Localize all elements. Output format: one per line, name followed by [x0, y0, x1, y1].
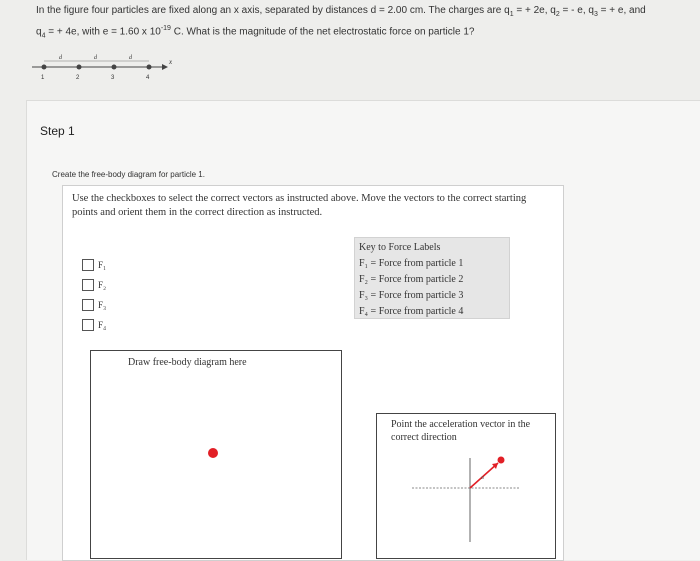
d-label-1: d	[59, 55, 62, 61]
checkbox-row-f3[interactable]	[82, 296, 106, 313]
particle-1-dot	[42, 65, 47, 70]
particle-1-label: 1	[41, 75, 45, 81]
x-axis-arrow	[162, 64, 168, 70]
d-label-3: d	[129, 55, 132, 61]
particle-4-label: 4	[146, 75, 150, 81]
acceleration-vector-handle[interactable]	[498, 457, 505, 464]
key-item-f2: F₂ = Force from particle 2	[359, 274, 464, 285]
checkbox-f1[interactable]	[82, 259, 94, 271]
checkbox-f3[interactable]	[82, 299, 94, 311]
checkbox-row-f4[interactable]	[82, 316, 106, 333]
acceleration-diagram	[412, 448, 542, 543]
particle-2-dot	[77, 65, 82, 70]
particle-1-marker	[208, 448, 218, 458]
key-item-f3: F₃ = Force from particle 3	[359, 290, 464, 301]
particle-3-dot	[112, 65, 117, 70]
checkbox-f4[interactable]	[82, 319, 94, 331]
force-key-box	[354, 237, 510, 319]
step-instruction: Create the free-body diagram for particle 1.	[52, 170, 205, 179]
particle-2-label: 2	[76, 75, 80, 81]
fbd-label: Draw free-body diagram here	[128, 357, 247, 368]
checkbox-row-f1[interactable]	[82, 256, 106, 273]
checkbox-label-f4: F₄	[98, 319, 107, 330]
accel-vector-symbol: a	[481, 475, 484, 481]
key-title: Key to Force Labels	[359, 242, 441, 253]
panel-instructions: Use the checkboxes to select the correct vectors as instructed above. Move the vectors to the correct starting points and orient them in the correct direction as instructed.	[72, 193, 527, 218]
d-label-2: d	[94, 55, 97, 61]
key-item-f4: F₄ = Force from particle 4	[359, 306, 464, 317]
particle-3-label: 3	[111, 75, 115, 81]
question-text: In the figure four particles are fixed along an x axis, separated by distances d = 2.00 cm. The charges are $q_1$ = + 2e, $q_2$ = - e, $q_3$ = + e, and $q_4$ = + 4e, with e = 1.60 x $10^{-19}$ C. What is the magnitude of the net electrostatic force on particle 1?	[36, 5, 646, 40]
checkbox-label-f3: F₃	[98, 299, 107, 310]
x-axis-label: x	[169, 58, 173, 66]
checkbox-label-f2: F₂	[98, 279, 107, 290]
particle-axis-figure	[28, 54, 178, 84]
particle-4-dot	[147, 65, 152, 70]
acceleration-vector[interactable]	[470, 463, 498, 488]
checkbox-row-f2[interactable]	[82, 276, 106, 293]
acceleration-label: Point the acceleration vector in the correct direction	[391, 419, 531, 443]
step-title: Step 1	[40, 124, 75, 138]
checkbox-f2[interactable]	[82, 279, 94, 291]
force-checkbox-list	[82, 256, 106, 336]
checkbox-label-f1: F₁	[98, 259, 107, 270]
key-item-f1: F₁ = Force from particle 1	[359, 258, 464, 269]
